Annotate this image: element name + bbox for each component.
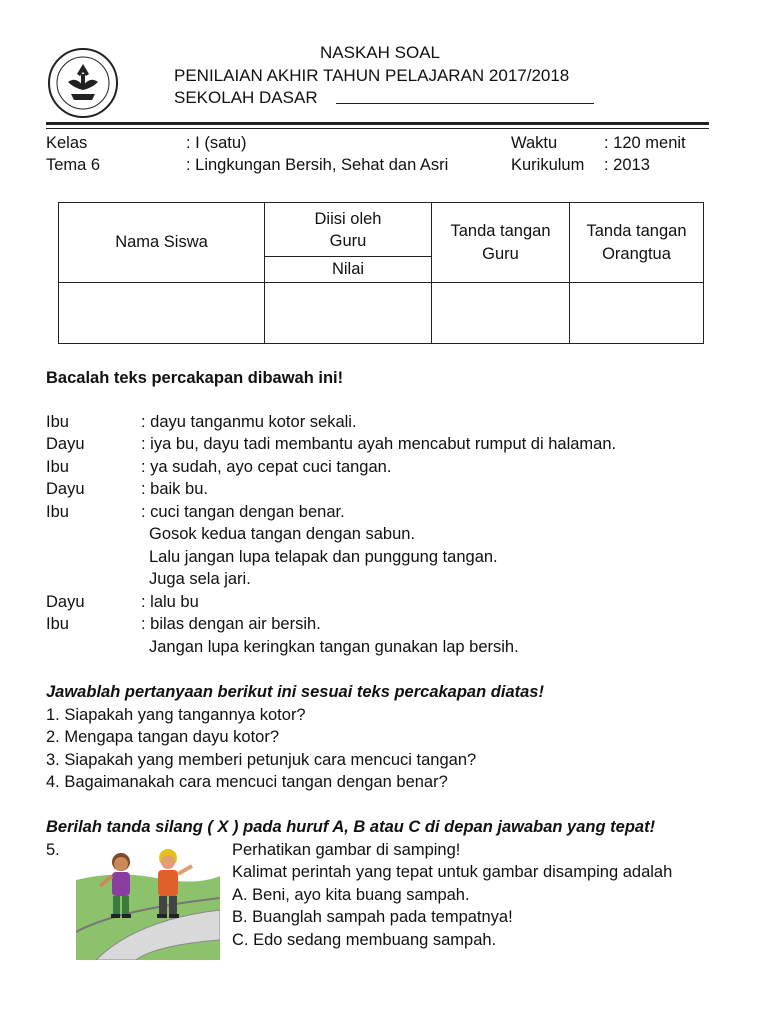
header-divider-thin bbox=[46, 128, 709, 129]
dialog-speaker: Dayu bbox=[46, 435, 85, 453]
dialog-speaker: Dayu bbox=[46, 593, 85, 611]
waktu-label: Waktu bbox=[511, 134, 558, 152]
dialog-line: : iya bu, dayu tadi membantu ayah mencabut rumput di halaman. bbox=[141, 435, 617, 453]
dialog-line: Lalu jangan lupa telapak dan punggung tangan. bbox=[149, 548, 498, 566]
header-tanda-tangan-orangtua: Tanda tangan Orangtua bbox=[570, 203, 704, 283]
q5-option-b[interactable]: B. Buanglah sampah pada tempatnya! bbox=[232, 908, 513, 926]
q5-line2: Kalimat perintah yang tepat untuk gambar disamping adalah bbox=[232, 863, 673, 881]
header-nama-siswa: Nama Siswa bbox=[59, 203, 265, 283]
question-item: 4. Bagaimanakah cara mencuci tangan dengan benar? bbox=[46, 773, 448, 791]
dialog-speaker: Ibu bbox=[46, 458, 69, 476]
dialog-line: : ya sudah, ayo cepat cuci tangan. bbox=[141, 458, 392, 476]
doc-subtitle: PENILAIAN AKHIR TAHUN PELAJARAN 2017/2018 bbox=[174, 66, 570, 85]
kurikulum-label: Kurikulum bbox=[511, 156, 585, 174]
dialog-line: : lalu bu bbox=[141, 593, 199, 611]
kurikulum-value: : 2013 bbox=[604, 156, 650, 174]
q5-line1: Perhatikan gambar di samping! bbox=[232, 841, 461, 859]
waktu-value: : 120 menit bbox=[604, 134, 686, 152]
dialog-speaker: Ibu bbox=[46, 615, 69, 633]
cell-ttd-orangtua[interactable] bbox=[570, 283, 704, 344]
questions-instruction: Jawablah pertanyaan berikut ini sesuai teks percakapan diatas! bbox=[46, 683, 544, 701]
tut-wuri-logo bbox=[46, 46, 120, 120]
doc-title: NASKAH SOAL bbox=[320, 43, 440, 62]
cell-nilai[interactable] bbox=[265, 283, 432, 344]
school-name-blank[interactable] bbox=[336, 103, 594, 104]
dialog-line: : bilas dengan air bersih. bbox=[141, 615, 321, 633]
dialog-speaker: Ibu bbox=[46, 413, 69, 431]
kelas-label: Kelas bbox=[46, 134, 88, 152]
dialog-speaker: Ibu bbox=[46, 503, 69, 521]
question-item: 2. Mengapa tangan dayu kotor? bbox=[46, 728, 280, 746]
dialog-line: : dayu tanganmu kotor sekali. bbox=[141, 413, 357, 431]
score-table bbox=[58, 202, 704, 344]
tema-label: Tema 6 bbox=[46, 156, 101, 174]
cell-nama-siswa[interactable] bbox=[59, 283, 265, 344]
q5-number: 5. bbox=[46, 841, 60, 859]
school-label: SEKOLAH DASAR bbox=[174, 88, 318, 107]
cell-ttd-guru[interactable] bbox=[432, 283, 570, 344]
reading-instruction: Bacalah teks percakapan dibawah ini! bbox=[46, 369, 344, 387]
dialog-speaker: Dayu bbox=[46, 480, 85, 498]
children-illustration bbox=[76, 840, 220, 960]
question-item: 1. Siapakah yang tangannya kotor? bbox=[46, 706, 306, 724]
kelas-value: : I (satu) bbox=[186, 134, 247, 152]
mc-instruction: Berilah tanda silang ( X ) pada huruf A, B atau C di depan jawaban yang tepat! bbox=[46, 818, 656, 836]
header-tanda-tangan-guru: Tanda tangan Guru bbox=[432, 203, 570, 283]
dialog-line: : baik bu. bbox=[141, 480, 208, 498]
dialog-line: : cuci tangan dengan benar. bbox=[141, 503, 345, 521]
dialog-line: Gosok kedua tangan dengan sabun. bbox=[149, 525, 416, 543]
header-diisi-oleh-guru: Diisi oleh Guru bbox=[265, 203, 432, 257]
question-item: 3. Siapakah yang memberi petunjuk cara mencuci tangan? bbox=[46, 751, 477, 769]
header-divider-thick bbox=[46, 122, 709, 125]
q5-option-c[interactable]: C. Edo sedang membuang sampah. bbox=[232, 931, 497, 949]
tema-value: : Lingkungan Bersih, Sehat dan Asri bbox=[186, 156, 449, 174]
dialog-line: Jangan lupa keringkan tangan gunakan lap bersih. bbox=[149, 638, 519, 656]
q5-option-a[interactable]: A. Beni, ayo kita buang sampah. bbox=[232, 886, 470, 904]
header-nilai: Nilai bbox=[265, 257, 432, 283]
dialog-line: Juga sela jari. bbox=[149, 570, 251, 588]
